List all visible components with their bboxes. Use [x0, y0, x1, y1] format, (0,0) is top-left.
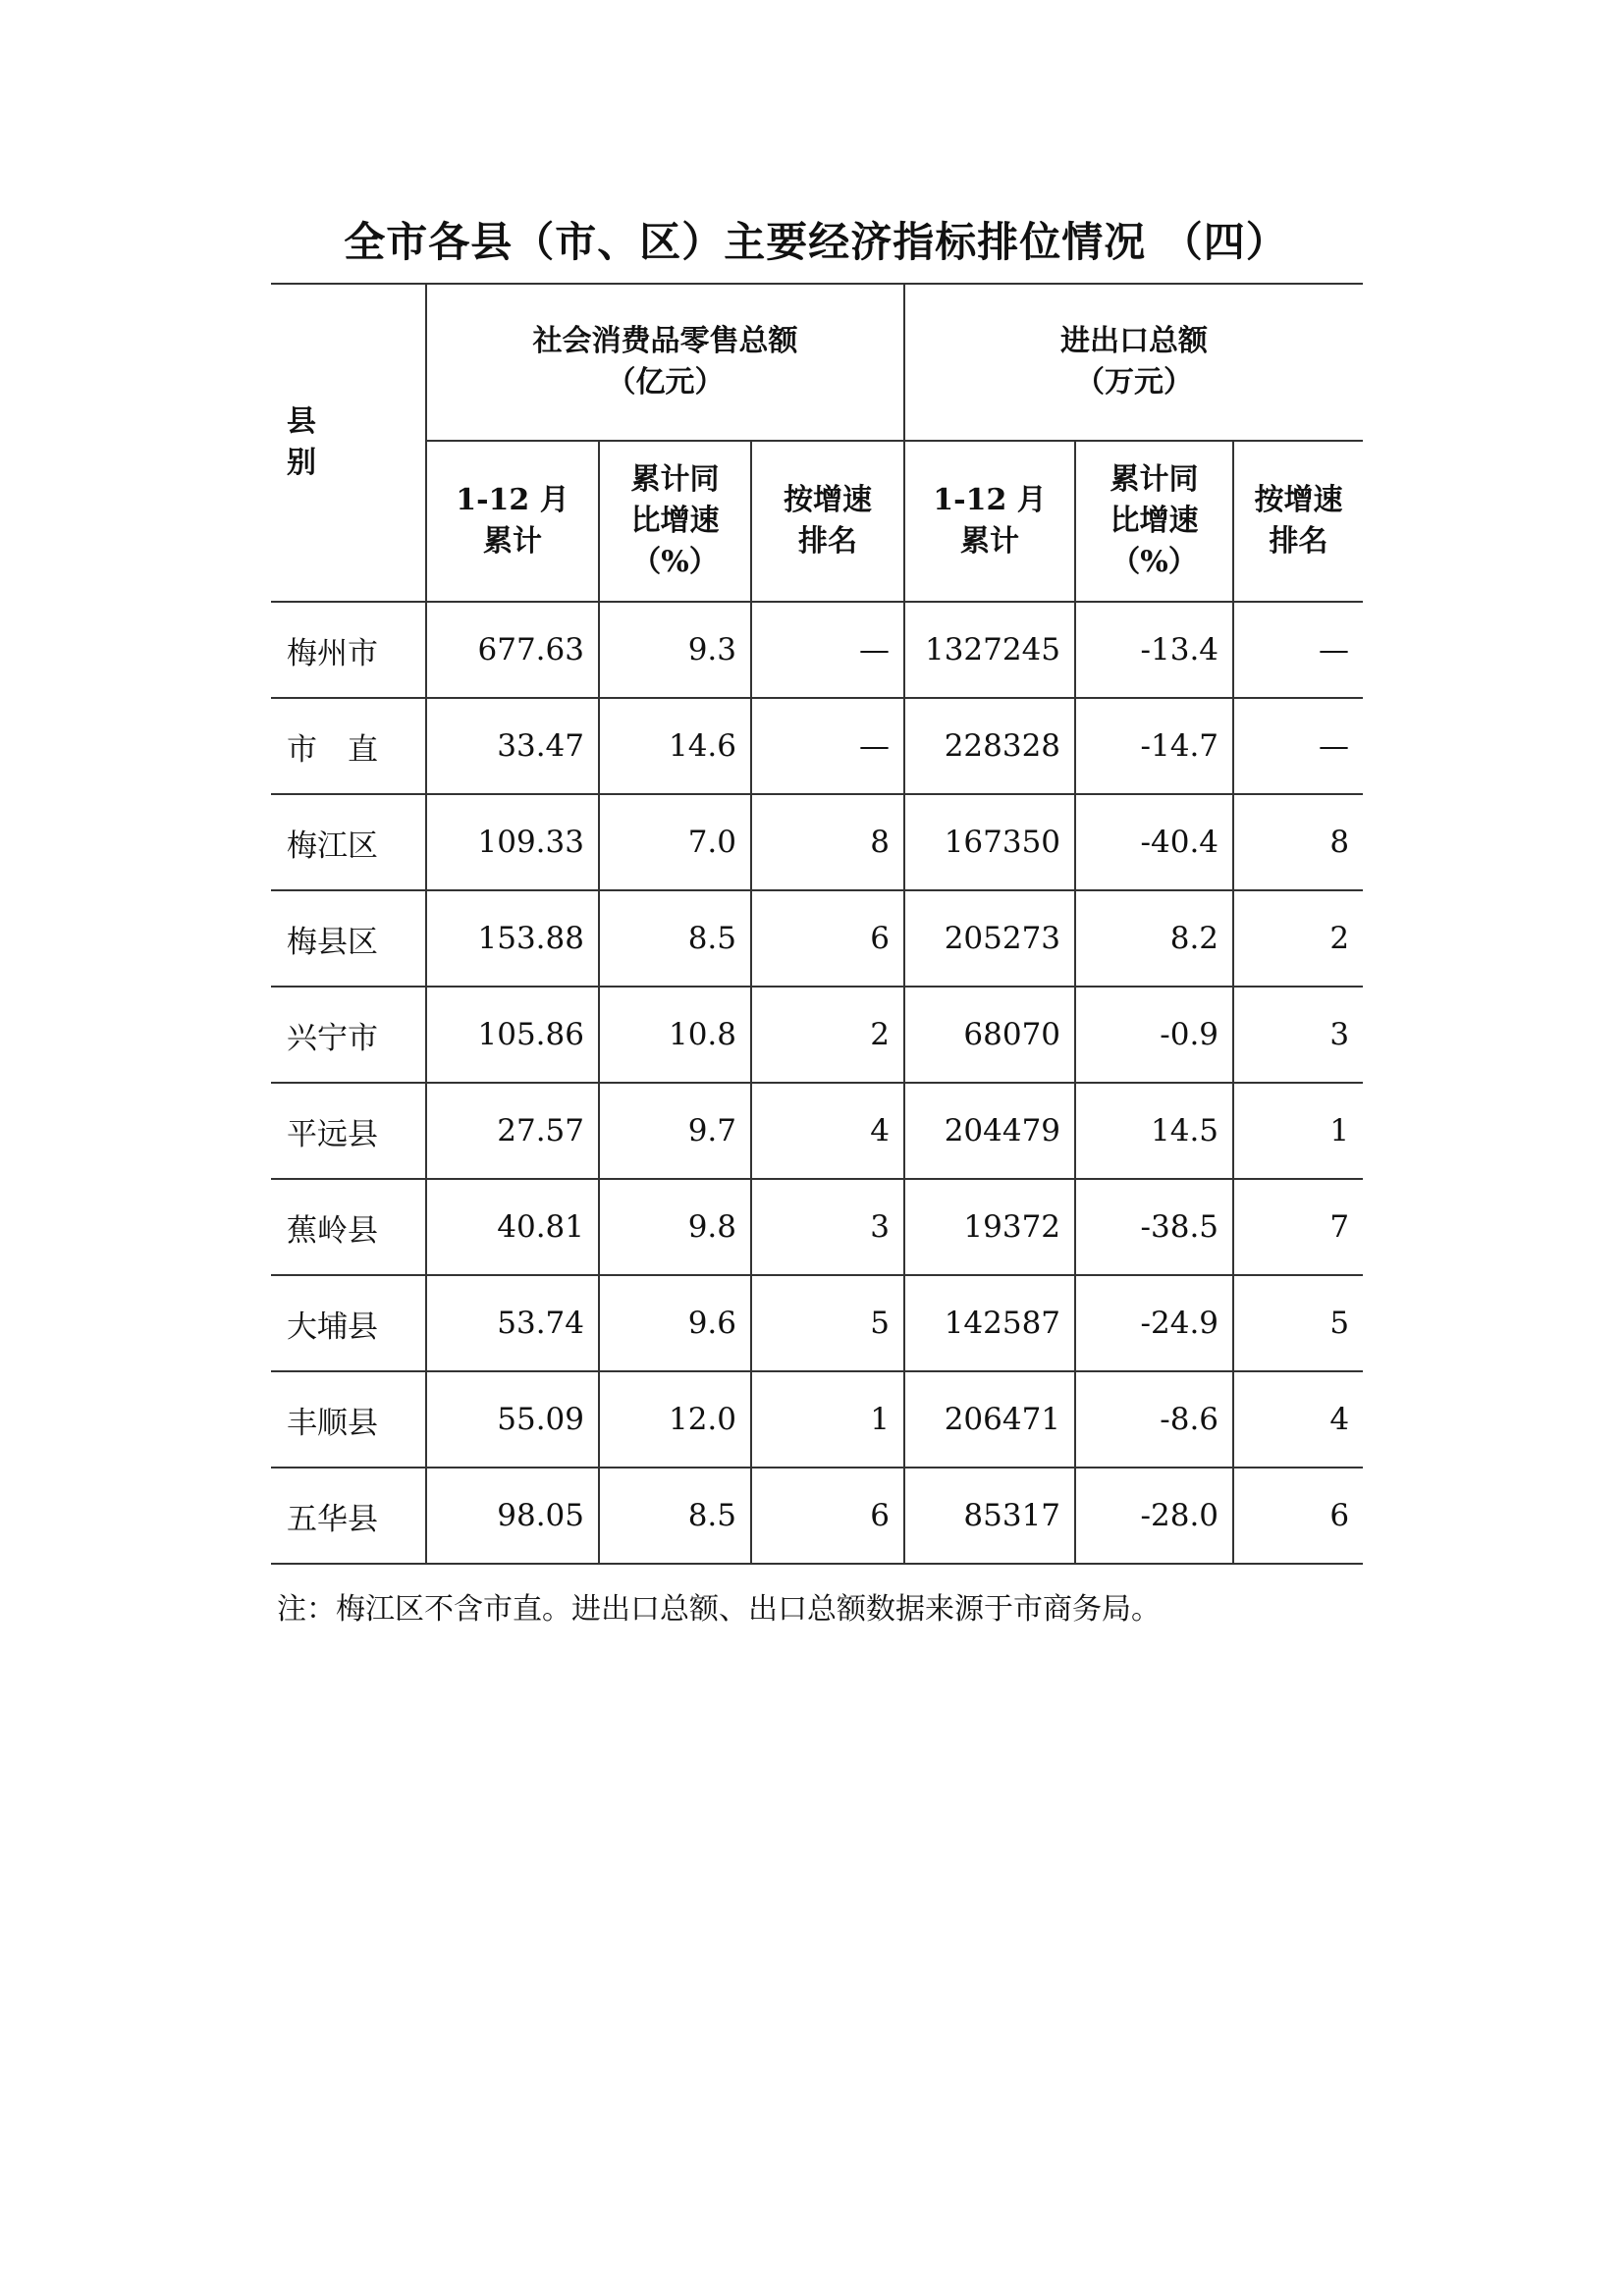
trade-growth-cell: -14.7	[1075, 698, 1233, 794]
retail-growth-header	[599, 441, 751, 602]
header-line: （%）	[631, 545, 719, 579]
header-line: 排名	[1269, 524, 1328, 559]
retail-growth-cell: 9.3	[599, 602, 751, 698]
trade-growth-cell: -40.4	[1075, 794, 1233, 890]
trade-rank-cell: 4	[1233, 1371, 1363, 1468]
table-row	[271, 794, 1363, 890]
trade-cumulative-header	[904, 441, 1075, 602]
header-line: 按增速	[1254, 483, 1343, 517]
trade-rank-cell: 5	[1233, 1275, 1363, 1371]
trade-rank-cell: 1	[1233, 1083, 1363, 1179]
retail-growth-cell: 12.0	[599, 1371, 751, 1468]
trade-total-cell: 167350	[904, 794, 1075, 890]
region-cell: 五华县	[271, 1468, 426, 1564]
header-line: 累计	[960, 524, 1020, 559]
table-row	[271, 1083, 1363, 1179]
trade-total-cell: 205273	[904, 890, 1075, 987]
trade-rank-cell: 7	[1233, 1179, 1363, 1275]
retail-rank-cell: 2	[751, 987, 904, 1083]
region-cell: 市 直	[271, 698, 426, 794]
trade-total-cell: 1327245	[904, 602, 1075, 698]
economic-indicators-table	[271, 283, 1363, 1565]
trade-rank-cell: 2	[1233, 890, 1363, 987]
retail-rank-header	[751, 441, 904, 602]
trade-rank-cell: —	[1233, 698, 1363, 794]
header-line: 累计	[483, 524, 542, 559]
header-line: 累计同	[630, 462, 720, 497]
footnote: 注：梅江区不含市直。进出口总额、出口总额数据来源于市商务局。	[277, 1592, 1161, 1627]
retail-total-cell: 153.88	[426, 890, 599, 987]
trade-growth-cell: -28.0	[1075, 1468, 1233, 1564]
retail-rank-cell: 8	[751, 794, 904, 890]
retail-sales-group-header	[426, 284, 904, 441]
trade-growth-cell: -13.4	[1075, 602, 1233, 698]
trade-total-cell: 85317	[904, 1468, 1075, 1564]
region-cell: 蕉岭县	[271, 1179, 426, 1275]
trade-growth-cell: -0.9	[1075, 987, 1233, 1083]
retail-total-cell: 677.63	[426, 602, 599, 698]
trade-total-cell: 206471	[904, 1371, 1075, 1468]
retail-growth-cell: 14.6	[599, 698, 751, 794]
retail-total-cell: 27.57	[426, 1083, 599, 1179]
retail-rank-cell: 3	[751, 1179, 904, 1275]
import-export-title: 进出口总额	[1060, 324, 1209, 358]
trade-rank-header	[1233, 441, 1363, 602]
retail-total-cell: 40.81	[426, 1179, 599, 1275]
region-cell: 梅县区	[271, 890, 426, 987]
import-export-unit: （万元）	[1075, 365, 1194, 400]
table-row	[271, 890, 1363, 987]
region-cell: 大埔县	[271, 1275, 426, 1371]
table-row	[271, 698, 1363, 794]
retail-total-cell: 109.33	[426, 794, 599, 890]
table-body	[271, 602, 1363, 1564]
header-line: （%）	[1110, 545, 1198, 579]
trade-rank-cell: 8	[1233, 794, 1363, 890]
retail-growth-cell: 9.7	[599, 1083, 751, 1179]
trade-rank-cell: —	[1233, 602, 1363, 698]
table-row	[271, 1371, 1363, 1468]
retail-rank-cell: —	[751, 698, 904, 794]
header-row-groups	[271, 284, 1363, 441]
trade-growth-cell: -38.5	[1075, 1179, 1233, 1275]
trade-total-cell: 204479	[904, 1083, 1075, 1179]
region-cell: 梅州市	[271, 602, 426, 698]
retail-rank-cell: —	[751, 602, 904, 698]
trade-growth-header	[1075, 441, 1233, 602]
trade-growth-cell: -24.9	[1075, 1275, 1233, 1371]
retail-growth-cell: 9.6	[599, 1275, 751, 1371]
retail-cumulative-header	[426, 441, 599, 602]
page-title: 全市各县（市、区）主要经济指标排位情况 （四）	[344, 218, 1288, 266]
table-row	[271, 987, 1363, 1083]
retail-rank-cell: 1	[751, 1371, 904, 1468]
retail-sales-title: 社会消费品零售总额	[532, 324, 798, 358]
trade-rank-cell: 6	[1233, 1468, 1363, 1564]
retail-growth-cell: 8.5	[599, 890, 751, 987]
retail-rank-cell: 4	[751, 1083, 904, 1179]
retail-rank-cell: 6	[751, 890, 904, 987]
header-line: 累计同	[1110, 462, 1199, 497]
header-line: 比增速	[1110, 504, 1199, 538]
header-line: 排名	[798, 524, 858, 559]
region-cell: 梅江区	[271, 794, 426, 890]
trade-total-cell: 228328	[904, 698, 1075, 794]
trade-growth-cell: 8.2	[1075, 890, 1233, 987]
trade-total-cell: 68070	[904, 987, 1075, 1083]
table-row	[271, 1468, 1363, 1564]
retail-growth-cell: 9.8	[599, 1179, 751, 1275]
trade-growth-cell: 14.5	[1075, 1083, 1233, 1179]
trade-rank-cell: 3	[1233, 987, 1363, 1083]
header-line: 按增速	[784, 483, 873, 517]
retail-growth-cell: 8.5	[599, 1468, 751, 1564]
trade-growth-cell: -8.6	[1075, 1371, 1233, 1468]
retail-growth-cell: 7.0	[599, 794, 751, 890]
retail-total-cell: 33.47	[426, 698, 599, 794]
retail-rank-cell: 6	[751, 1468, 904, 1564]
retail-sales-unit: （亿元）	[606, 365, 725, 400]
trade-total-cell: 19372	[904, 1179, 1075, 1275]
table-row	[271, 1179, 1363, 1275]
header-line: 比增速	[630, 504, 720, 538]
region-cell: 丰顺县	[271, 1371, 426, 1468]
region-column-header: 县 别	[271, 284, 426, 602]
table-header	[271, 284, 1363, 602]
trade-total-cell: 142587	[904, 1275, 1075, 1371]
retail-total-cell: 53.74	[426, 1275, 599, 1371]
import-export-group-header	[904, 284, 1363, 441]
retail-total-cell: 105.86	[426, 987, 599, 1083]
retail-total-cell: 55.09	[426, 1371, 599, 1468]
header-line: 1-12 月	[456, 483, 569, 517]
table-row	[271, 1275, 1363, 1371]
region-cell: 平远县	[271, 1083, 426, 1179]
retail-total-cell: 98.05	[426, 1468, 599, 1564]
retail-growth-cell: 10.8	[599, 987, 751, 1083]
table-row	[271, 602, 1363, 698]
header-line: 1-12 月	[933, 483, 1047, 517]
header-row-subcolumns	[271, 441, 1363, 602]
region-cell: 兴宁市	[271, 987, 426, 1083]
retail-rank-cell: 5	[751, 1275, 904, 1371]
